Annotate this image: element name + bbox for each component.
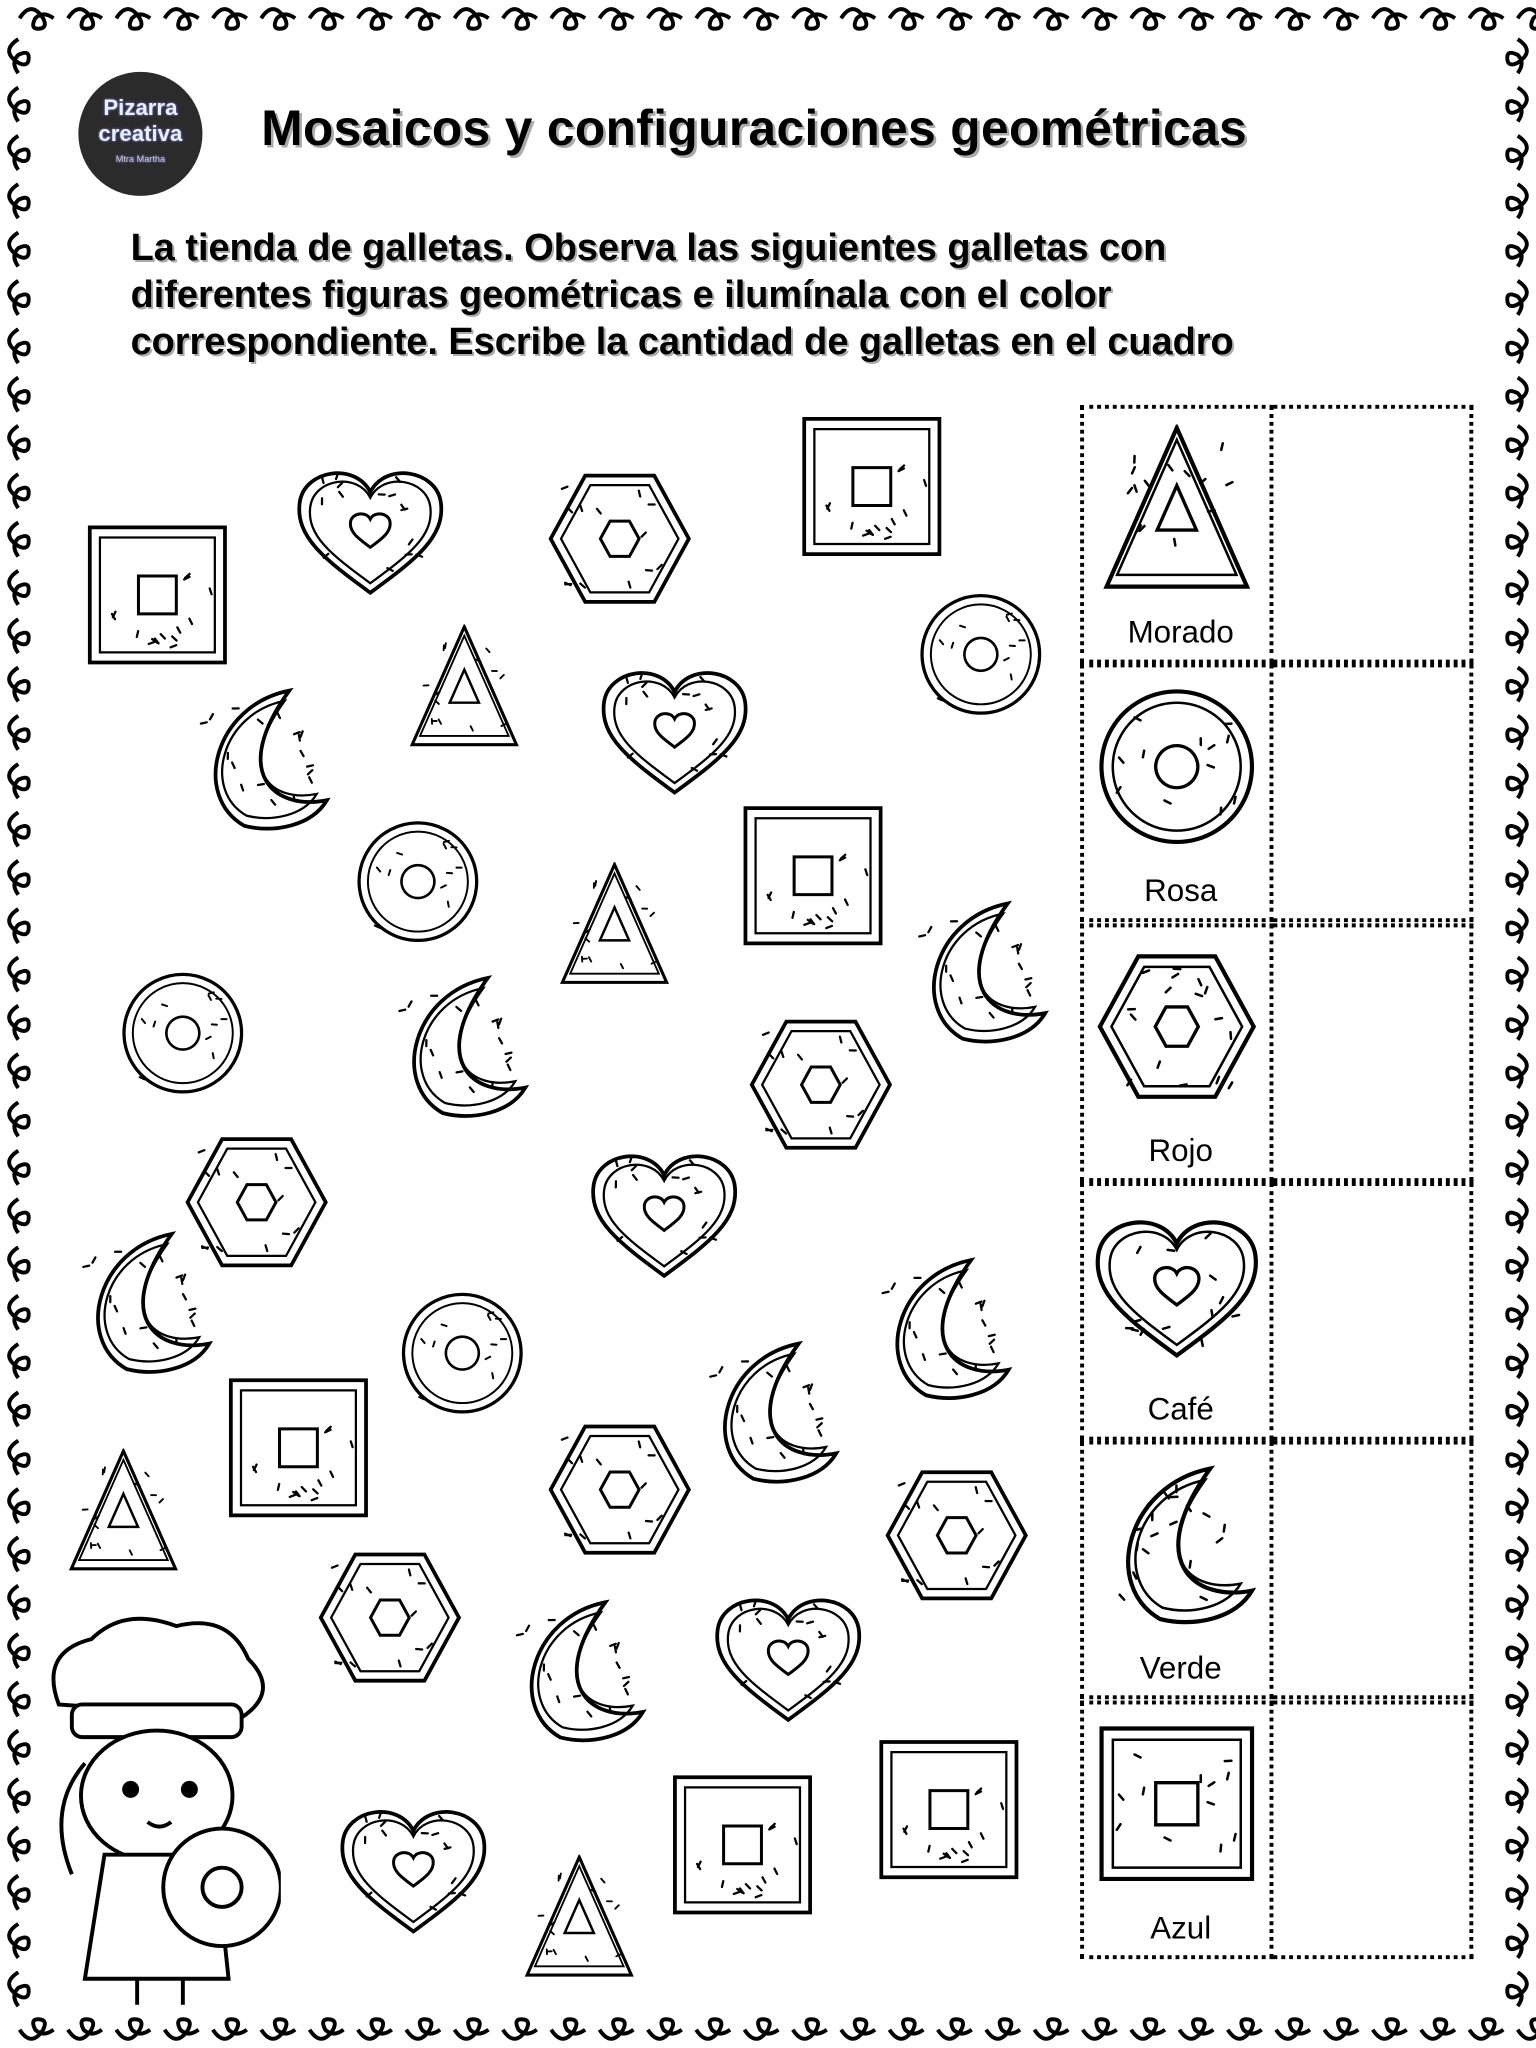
shape-cell [1080,1441,1273,1700]
table-row-rojo [1080,923,1473,1182]
shape-cell [1080,923,1273,1182]
moon-cookie [500,1594,650,1744]
count-answer-box[interactable] [1273,1182,1473,1441]
color-label: Rosa [1144,874,1218,910]
logo-text-1: Pizarra [103,94,178,120]
moon-cookie [902,895,1052,1045]
circle-cookie [916,589,1047,720]
triangle-cookie-icon [1093,424,1260,591]
hexagon-cookie [544,1414,694,1564]
table-row-rosa [1080,664,1473,923]
circle-cookie [118,968,249,1099]
heart-cookie [712,1581,862,1731]
count-answer-box[interactable] [1273,664,1473,923]
square-cookie [796,411,946,561]
count-answer-box[interactable] [1273,405,1473,664]
table-row-morado [1080,405,1473,664]
hexagon-cookie [544,463,694,613]
triangle-cookie [402,624,526,748]
shape-cell [1080,664,1273,923]
page-title: Mosaicos y configuraciones geométricas [261,101,1248,157]
moon-cookie [382,970,532,1120]
square-cookie [82,519,232,669]
moon-cookie [865,1252,1015,1402]
heart-cookie [295,454,445,604]
hexagon-cookie [745,1009,895,1159]
hexagon-cookie [881,1460,1031,1610]
square-cookie [737,800,887,950]
instructions: La tienda de galletas. Observa las siguientes galletas con diferentes figuras geométricas e ilumínala con el color correspondiente. Escribe la cantidad de galletas en el cuadro [130,227,1234,364]
shape-cell [1080,1700,1273,1959]
triangle-cookie [552,861,676,985]
color-label: Café [1147,1392,1214,1428]
count-answer-box[interactable] [1273,923,1473,1182]
square-cookie [667,1769,817,1919]
moon-cookie [66,1226,216,1376]
square-cookie [223,1372,373,1522]
circle-cookie [397,1288,528,1419]
color-label: Azul [1150,1910,1212,1946]
table-row-café [1080,1182,1473,1441]
hexagon-cookie [314,1542,464,1692]
triangle-cookie [517,1854,641,1978]
shape-cell [1080,405,1273,664]
moon-cookie [693,1335,843,1485]
logo-subtext: Mtra Martha [115,154,166,164]
heart-cookie [338,1793,488,1943]
square-cookie-icon [1093,1719,1260,1886]
shape-cell [1080,1182,1273,1441]
table-row-verde [1080,1441,1473,1700]
color-label: Morado [1127,615,1234,651]
moon-cookie-icon [1093,1460,1260,1627]
heart-cookie-icon [1093,1201,1260,1368]
square-cookie [873,1734,1023,1884]
count-answer-box[interactable] [1273,1700,1473,1959]
hexagon-cookie-icon [1093,942,1260,1109]
logo-text-2: creativa [98,120,183,146]
count-table [1080,405,1473,1959]
triangle-cookie [61,1448,185,1572]
table-row-azul [1080,1700,1473,1959]
heart-cookie [588,1137,738,1287]
heart-cookie [599,654,749,804]
circle-cookie [353,816,484,947]
color-label: Verde [1139,1651,1222,1687]
count-answer-box[interactable] [1273,1441,1473,1700]
pizarra-creativa-logo [78,72,202,196]
circle-cookie-icon [1093,683,1260,850]
moon-cookie [184,682,334,832]
color-label: Rojo [1148,1133,1213,1169]
chef-girl-illustration [33,1613,281,2005]
